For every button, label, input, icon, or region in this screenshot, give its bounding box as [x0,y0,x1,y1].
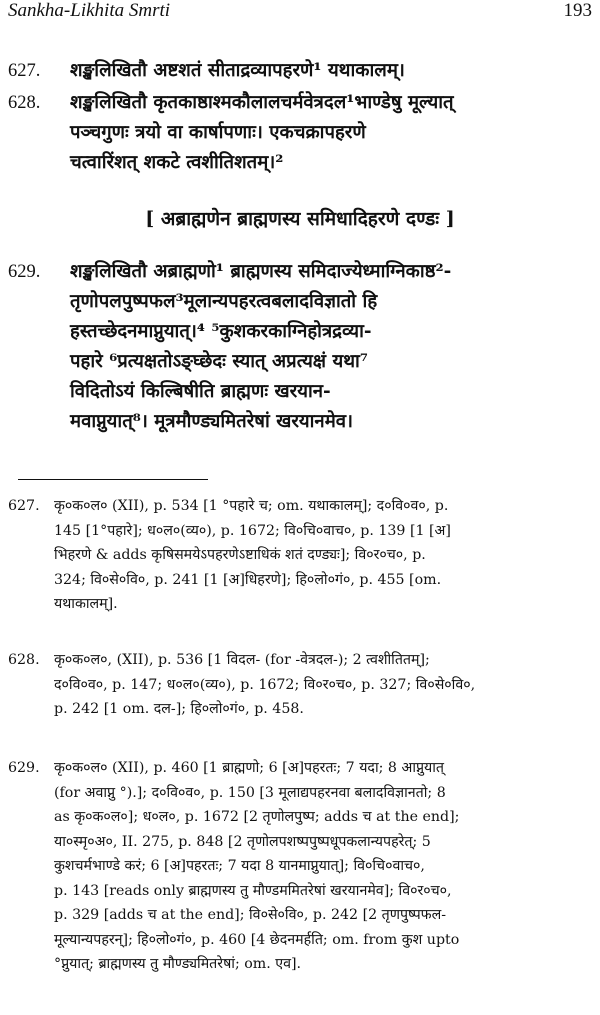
verse-627 [8,56,592,86]
running-title: Sankha-Likhita Smrti [8,0,171,21]
verse-number: 628. [8,93,41,113]
footnote-628 [8,648,592,722]
footnote-number: 629. [8,760,40,776]
footnote-divider [18,479,208,480]
verse-text: शङ्खलिखितौ कृतकाष्ठाश्मकौलालचर्मवेत्रदल¹भाण्डेषु मूल्यात् पञ्चगुणः त्रयो वा कार्षापणाः। एकचक्रापहरणे चत्वारिंशत् शकटे त्वशीतिशतम्।² [70,92,454,173]
footnote-text: कृ०क०ल० (XII), p. 460 [1 ब्राह्मणो; 6 [अ]पहरतः; 7 यदा; 8 आप्नुयात् (for अवाप्नु °).]; द०वि०व०, p. 150 [3 मूलाद्यपहरनवा बलादविज्ञानतो; 8 as कृ०क०ल०]; ध०ल०, p. 1672 [2 तृणोलपुष्प; adds च at the end]; या०स्मृ०अ०, II. 275, p. 848 [2 तृणोलपशष्पपुष्पधूपकलान्यपहरेत्; 5 कुशचर्मभाण्डे करं; 6 [अ]पहरतः; 7 यदा 8 यानमाप्नुयात्]; वि०चि०वाच०, p. 143 [reads only ब्राह्मणस्य तु मौण्डममितरेषां खरयानमेव]; वि०र०च०, p. 329 [adds च at the end]; वि०से०वि०, p. 242 [2 तृणपुष्पफल- मूल्यान्यपहरन्]; हि०लो०गं०, p. 460 [4 छेदनमर्हति; om. from कुश upto °प्नुयात्; ब्राह्मणस्य तु मौण्ड्यमितरेषां; om. एव]. [54,760,460,972]
verse-number: 627. [8,61,41,81]
verse-629 [8,257,592,437]
page-number: 193 [563,0,592,21]
footnote-627 [8,494,592,617]
footnote-text: कृ०क०ल०, (XII), p. 536 [1 विदल- (for -वेत्रदल-); 2 त्वशीतितम्]; द०वि०व०, p. 147; ध०ल०(व्य०), p. 1672; वि०र०च०, p. 327; वि०से०वि०, p. 242 [1 om. दल-]; हि०लो०गं०, p. 458. [54,652,476,717]
verse-text: शङ्खलिखितौ अष्टशतं सीताद्रव्यापहरणे¹ यथाकालम्। [70,60,405,81]
footnote-text: कृ०क०ल० (XII), p. 534 [1 °पहारे च; om. यथाकालम्]; द०वि०व०, p. 145 [1°पहारे]; ध०ल०(व्य०), p. 1672; वि०चि०वाच०, p. 139 [1 [अ] भिहरणे & adds कृषिसमयेऽपहरणेऽष्टाधिकं शतं दण्ड्यः]; वि०र०च०, p. 324; वि०से०वि०, p. 241 [1 [अ]धिहरणे]; हि०लो०गं०, p. 455 [om. यथाकालम्]. [54,498,451,612]
footnote-629 [8,756,592,977]
running-header [8,0,592,24]
verse-628 [8,88,592,178]
verse-text: शङ्खलिखितौ अब्राह्मणो¹ ब्राह्मणस्य समिदाज्येध्माग्निकाष्ठ²- तृणोपलपुष्पफल³मूलान्यपहरत्वबलादविज्ञातो हि हस्तच्छेदनमाप्नुयात्।⁴ ⁵कुशकरकाग्निहोत्रद्रव्या- पहारे ⁶प्रत्यक्षतोऽङ्घ्छेदः स्यात् अप्रत्यक्षं यथा⁷ विदितोऽयं किल्बिषीति ब्राह्मणः खरयान- मवाप्नुयात्⁸। मूत्रमौण्ड्यमितरेषां खरयानमेव। [70,261,452,432]
footnote-number: 627. [8,498,40,514]
footnote-number: 628. [8,652,40,668]
verse-number: 629. [8,262,41,282]
section-heading: [ अब्राह्मणेन ब्राह्मणस्य समिधादिहरणे दण्डः ] [145,208,455,230]
